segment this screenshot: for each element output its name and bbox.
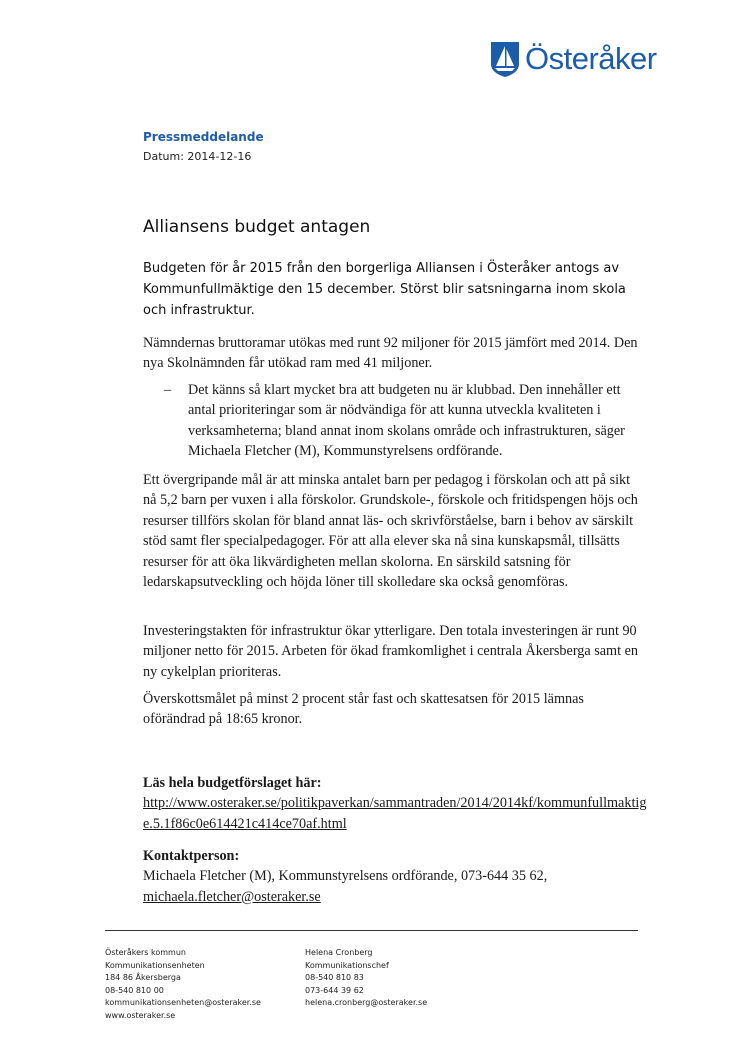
footer-org-email[interactable]: kommunikationsenheten@osteraker.se <box>105 998 261 1008</box>
footer-org-name: Österåkers kommun <box>105 948 186 957</box>
body-paragraph-2: Ett övergripande mål är att minska antalet barn per pedagog i förskolan och att på sikt nå 5,2 barn per vuxen i alla förskolor. Grundskole-, förskole och fritidspengen höjs och resurser tillförs skolan för bland annat läs- och skrivförståelse, barn i behov av särskilt stöd samt fler specialpedagoger. För att alla elever ska nå sina kunskapsmål, tillsätts resurser för att öka likvärdigheten mellan skolorna. En särskild satsning för ledarskapsutveckling och höjda löner till skolledare ska också genomföras. <box>143 472 638 591</box>
footer-org-website[interactable]: www.osteraker.se <box>105 1010 176 1020</box>
logo-wordmark: Österåker <box>525 41 657 76</box>
body-paragraph-3: Investeringstakten för infrastruktur ökar ytterligare. Den totala investeringen är runt 90 miljoner netto för 2015. Arbeten för ökad framkomlighet i centrala Åkersberga samt en ny cykelplan prioriteras. <box>143 623 638 680</box>
footer-org-address: 184 86 Åkersberga <box>105 973 181 983</box>
sailboat-shield-icon <box>490 40 520 78</box>
footer-contact-mobile: 073-644 39 62 <box>305 985 364 995</box>
footer-contact-name: Helena Cronberg <box>305 948 373 957</box>
contact-email-link[interactable]: michaela.fletcher@osteraker.se <box>143 888 321 905</box>
footer-divider <box>105 930 638 931</box>
footer-contact <box>305 947 427 1010</box>
budget-heading: Läs hela budgetförslaget här: <box>143 775 322 791</box>
lead-paragraph: Budgeten för år 2015 från den borgerliga Alliansen i Österåker antogs av Kommunfullmäktige den 15 december. Störst blir satsningarna inom skola och infrastruktur. <box>143 261 626 318</box>
quote-text: Det känns så klart mycket bra att budgeten nu är klubbad. Den innehåller ett antal prioriteringar som är nödvändiga för att kunna utveckla kvaliteten i verksamheterna; bland annat inom skolans område och infrastrukturen, säger Michaela Fletcher (M), Kommunstyrelsens ordförande. <box>188 382 625 460</box>
document-date: Datum: 2014-12-16 <box>143 150 252 163</box>
body-paragraph-4: Överskottsmålet på minst 2 procent står fast och skattesatsen för 2015 lämnas oförändrad på 18:65 kronor. <box>143 691 584 728</box>
footer-org-phone: 08-540 810 00 <box>105 985 164 995</box>
footer-org-unit: Kommunikationsenheten <box>105 960 205 970</box>
quote-block <box>164 380 649 462</box>
contact-details: Michaela Fletcher (M), Kommunstyrelsens ordförande, 073-644 35 62, <box>143 868 548 885</box>
footer-contact-role: Kommunikationschef <box>305 960 389 970</box>
osteraker-logo <box>490 40 657 78</box>
footer-contact-email[interactable]: helena.cronberg@osteraker.se <box>305 998 428 1008</box>
contact-heading: Kontaktperson: <box>143 848 240 864</box>
body-paragraph-1: Nämndernas bruttoramar utökas med runt 92 miljoner för 2015 jämfört med 2014. Den nya Skolnämnden får utökad ram med 41 miljoner. <box>143 335 638 372</box>
footer-contact-phone: 08-540 810 83 <box>305 973 364 983</box>
page-title: Alliansens budget antagen <box>143 217 371 237</box>
footer-organization <box>105 947 261 1023</box>
document-type: Pressmeddelande <box>143 130 264 144</box>
quote-dash: – <box>164 382 172 398</box>
contact-section <box>143 846 653 907</box>
budget-link[interactable]: http://www.osteraker.se/politikpaverkan/sammantraden/2014/2014kf/kommunfullmaktige.5.1f86c0e614421c414ce70af.html <box>143 795 647 832</box>
budget-section <box>143 773 653 834</box>
